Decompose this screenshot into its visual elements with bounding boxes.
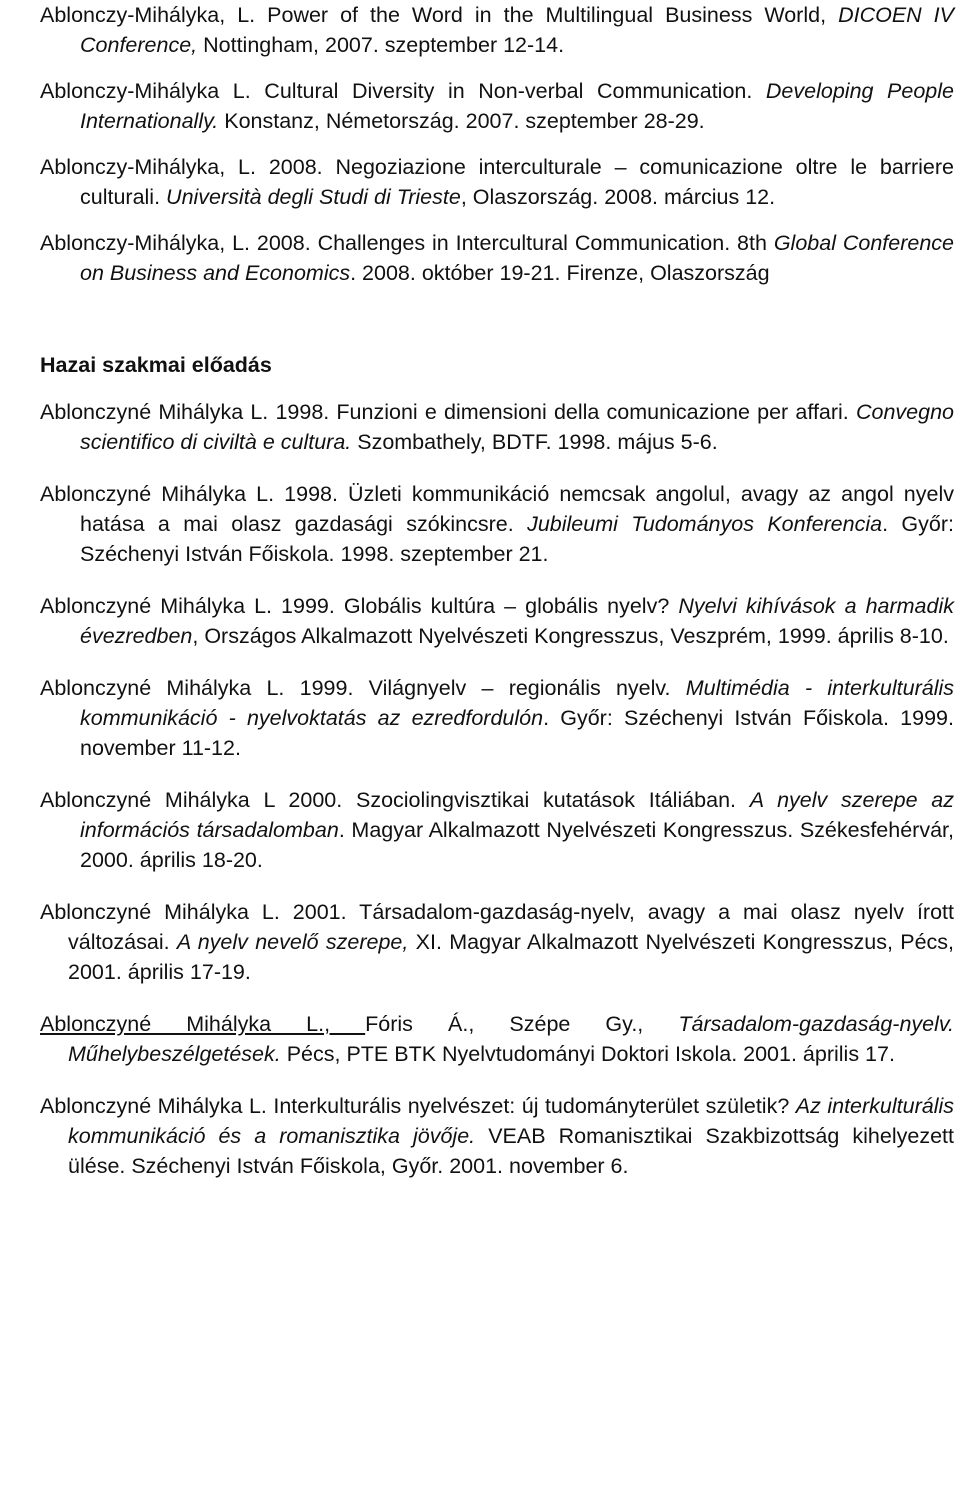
reference-entry	[0, 897, 960, 987]
reference-text: Ablonczy-Mihályka, L. 2008. Negoziazione interculturale – comunicazione oltre le barriere culturali.	[40, 155, 954, 209]
reference-text: Ablonczy-Mihályka, L. 2008. Challenges in Intercultural Communication. 8th	[40, 231, 774, 255]
reference-text: Ablonczyné Mihályka L. 1999. Globális kultúra – globális nyelv?	[40, 594, 679, 618]
reference-entry	[0, 1009, 960, 1069]
reference-title: Multimédia - interkulturális kommunikáció - nyelvoktatás az ezredfordulón	[80, 676, 955, 730]
reference-text: Ablonczyné Mihályka L. 1998. Üzleti kommunikáció nemcsak angolul, avagy az angol nyelv hatása a mai olasz gazdasági szókincsre.	[40, 482, 954, 536]
reference-text: , Olaszország. 2008. március 12.	[460, 185, 776, 209]
conference-list-international	[0, 0, 960, 288]
reference-text: Nottingham, 2007. szeptember 12-14.	[197, 33, 565, 57]
reference-text: Ablonczyné Mihályka L.,	[40, 1012, 366, 1036]
reference-text: . Magyar Alkalmazott Nyelvészeti Kongresszus. Székesfehérvár, 2000. április 18-20.	[80, 818, 954, 872]
reference-title: Az interkulturális kommunikáció és a romanisztika jövője.	[68, 1094, 954, 1148]
reference-text: Ablonczyné Mihályka L. Interkulturális nyelvészet: új tudományterület születik?	[40, 1094, 796, 1118]
reference-title: Università degli Studi di Trieste	[166, 185, 461, 209]
reference-entry	[0, 397, 960, 457]
reference-text: . Győr: Széchenyi István Főiskola. 1999. november 11-12.	[80, 706, 954, 760]
reference-text: , Országos Alkalmazott Nyelvészeti Kongresszus, Veszprém, 1999. április 8-10.	[192, 624, 949, 648]
reference-text: Pécs, PTE BTK Nyelvtudományi Doktori Iskola. 2001. április 17.	[280, 1042, 895, 1066]
reference-title: Convegno scientifico di civiltà e cultura.	[80, 400, 954, 454]
reference-title: Jubileumi Tudományos Konferencia	[527, 512, 883, 536]
reference-text: . 2008. október 19-21. Firenze, Olaszország	[350, 261, 770, 285]
reference-text: Ablonczyné Mihályka L 2000. Szociolingvisztikai kutatások Itáliában.	[40, 788, 750, 812]
reference-entry	[0, 1091, 960, 1181]
reference-entry	[0, 479, 960, 569]
reference-text: VEAB Romanisztikai Szakbizottság kihelyezett ülése. Széchenyi István Főiskola, Győr. 2001. november 6.	[68, 1124, 954, 1178]
reference-entry	[0, 591, 960, 651]
reference-text: Ablonczyné Mihályka L. 1999. Világnyelv – regionális nyelv.	[40, 676, 686, 700]
reference-text: Ablonczyné Mihályka L. 1998. Funzioni e dimensioni della comunicazione per affari.	[40, 400, 856, 424]
reference-text: Ablonczy-Mihályka, L. Power of the Word in the Multilingual Business World,	[40, 3, 839, 27]
reference-text: XI. Magyar Alkalmazott Nyelvészeti Kongresszus, Pécs, 2001. április 17-19.	[68, 930, 954, 984]
reference-text: . Győr: Széchenyi István Főiskola. 1998. szeptember 21.	[80, 512, 954, 566]
reference-title: A nyelv nevelő szerepe,	[176, 930, 409, 954]
reference-entry	[0, 228, 960, 288]
reference-title: Társadalom-gazdaság-nyelv. Műhelybeszélgetések.	[68, 1012, 955, 1066]
reference-entry	[0, 76, 960, 136]
reference-entry	[0, 152, 960, 212]
section-spacer	[0, 288, 960, 350]
reference-title: Global Conference on Business and Economics	[80, 231, 955, 285]
reference-text: Konstanz, Németország. 2007. szeptember 28-29.	[218, 109, 705, 133]
reference-text: Szombathely, BDTF. 1998. május 5-6.	[351, 430, 718, 454]
reference-entry	[0, 785, 960, 875]
reference-entry	[0, 673, 960, 763]
reference-entry	[0, 0, 960, 60]
reference-text: Ablonczy-Mihályka L. Cultural Diversity in Non-verbal Communication.	[40, 79, 766, 103]
reference-title: DICOEN IV Conference,	[80, 3, 954, 57]
reference-title: A nyelv szerepe az információs társadalomban	[80, 788, 954, 842]
section-title: Hazai szakmai előadás	[40, 353, 272, 377]
section-spacer	[0, 380, 960, 397]
reference-title: Nyelvi kihívások a harmadik évezredben	[80, 594, 954, 648]
reference-text: Ablonczyné Mihályka L. 2001. Társadalom-gazdaság-nyelv, avagy a mai olasz nyelv írott változásai.	[40, 900, 954, 954]
reference-title: Developing People Internationally.	[80, 79, 954, 133]
conference-list-domestic	[0, 397, 960, 1181]
reference-text: Fóris Á., Szépe Gy.,	[365, 1012, 679, 1036]
